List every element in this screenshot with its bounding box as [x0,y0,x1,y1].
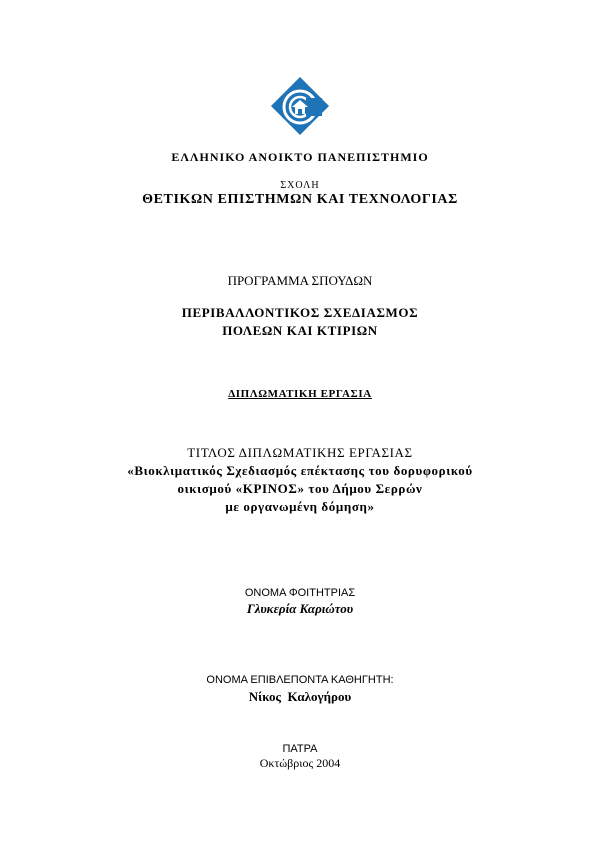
thesis-title-label: ΤΙΤΛΟΣ ΔΙΠΛΩΜΑΤΙΚΗΣ ΕΡΓΑΣΙΑΣ [187,445,413,460]
thesis-title-line-1: «Βιοκλιματικός Σχεδιασμός επέκτασης του δορυφορικού [127,463,473,478]
university-logo-icon [270,76,330,136]
thesis-title-line-3: με οργανωμένη δόμηση» [225,499,375,514]
date: Οκτώβριος 2004 [259,756,341,770]
thesis-label: ΔΙΠΛΩΜΑΤΙΚΗ ΕΡΓΑΣΙΑ [228,388,372,400]
school-label: ΣΧΟΛΗ [280,180,320,191]
student-name: Γλυκερία Καριώτου [246,601,354,616]
program-name-line-1: ΠΕΡΙΒΑΛΛΟΝΤΙΚΟΣ ΣΧΕΔΙΑΣΜΟΣ [181,305,419,320]
program-label: ΠΡΟΓΡΑΜΜΑ ΣΠΟΥΔΩΝ [227,273,373,288]
supervisor-name: Νίκος Καλογήρου [248,689,352,704]
student-label: ΟΝΟΜΑ ΦΟΙΤΗΤΡΙΑΣ [244,587,356,599]
place: ΠΑΤΡΑ [282,743,318,755]
university-name: ΕΛΛΗΝΙΚΟ ΑΝΟΙΚΤΟ ΠΑΝΕΠΙΣΤΗΜΙΟ [171,150,429,164]
school-name: ΘΕΤΙΚΩΝ ΕΠΙΣΤΗΜΩΝ ΚΑΙ ΤΕΧΝΟΛΟΓΙΑΣ [142,192,458,207]
thesis-title-line-2: οικισμού «ΚΡΙΝΟΣ» του Δήμου Σερρών [177,481,423,496]
supervisor-label: ΟΝΟΜΑ ΕΠΙΒΛΕΠΟΝΤΑ ΚΑΘΗΓΗΤΗ: [206,674,394,686]
program-name-line-2: ΠΟΛΕΩΝ ΚΑΙ ΚΤΙΡΙΩΝ [222,323,378,338]
